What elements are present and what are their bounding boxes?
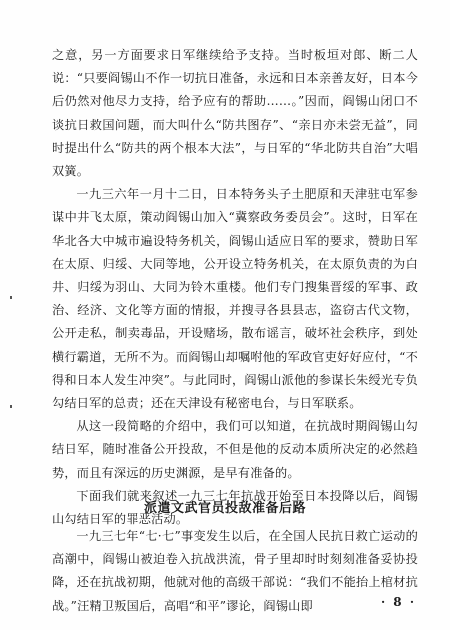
- paragraph-5: 一九三七年“七·七”事变发生以后，在全国人民抗日救亡运动的高潮中，阎锡山被迫卷入抗战洪流，骨子里却时时刻刻准备妥协投降，还在抗战初期，他就对他的高级干部说：“我们不能抬上棺材抗战。”汪精卫叛国后，高唱“和平”谬论，阎锡山即: [52, 529, 418, 613]
- paragraph-2: 一九三六年一月十二日，日本特务头子土肥原和天津驻屯军参谋中井飞太原，策动阎锡山加入“冀察政务委员会”。这时，日军在华北各大中城市遍设特务机关，阎锡山适应日军的要求，赞助日军在太原、归绥、大同等地，公开设立特务机关，在太原负责的为白井、归绥为羽山、大同为铃木重楼。他们专门搜集晋绥的军事、政治、经济、文化等方面的情报，并搜寻各县县志，盗窃古代文物，公开走私，制卖毒品，开设赌场，散布谣言，破坏社会秩序，到处横行霸道，无所不为。而阎锡山却嘱咐他的军政官吏好好应付，“不得和日本人发生冲突”。与此同时，阎锡山派他的参谋长朱绶光专负勾结日军的总责；还在天津设有秘密电台，与日军联系。: [52, 187, 418, 411]
- body-text-top: [52, 44, 418, 531]
- paragraph-4: 下面我们就来叙述一九三七年抗战开始至日本投降以后，阎锡山勾结日军的罪恶活动。: [52, 488, 418, 527]
- paragraph-1: 之意，另一方面要求日军继续给予支持。当时板垣对郎、断二人说：“只要阎锡山不作一切抗日准备，永远和日本亲善友好，日本今后仍然对他尽力支持，给予应有的帮助……。”因而，阎锡山闭口不谈抗日救国问题，而大叫什么“防共图存”、“亲日亦未尝无益”，同时提出什么“防共的两个根本大法”，与日军的“华北防共自治”大唱双簧。: [52, 48, 418, 179]
- section-heading: 派遣文武官员投敌准备后路: [143, 501, 306, 516]
- margin-mark: [10, 405, 12, 408]
- margin-mark: [10, 296, 12, 299]
- page-number: · 8 ·: [380, 595, 416, 609]
- paragraph-3: 从这一段简略的介绍中，我们可以知道，在抗战时期阎锡山勾结日军，随时准备公开投敌，不但是他的反动本质所决定的必然趋势，而且有深远的历史渊源，是早有准备的。: [52, 419, 418, 480]
- body-text-bottom: [52, 525, 418, 618]
